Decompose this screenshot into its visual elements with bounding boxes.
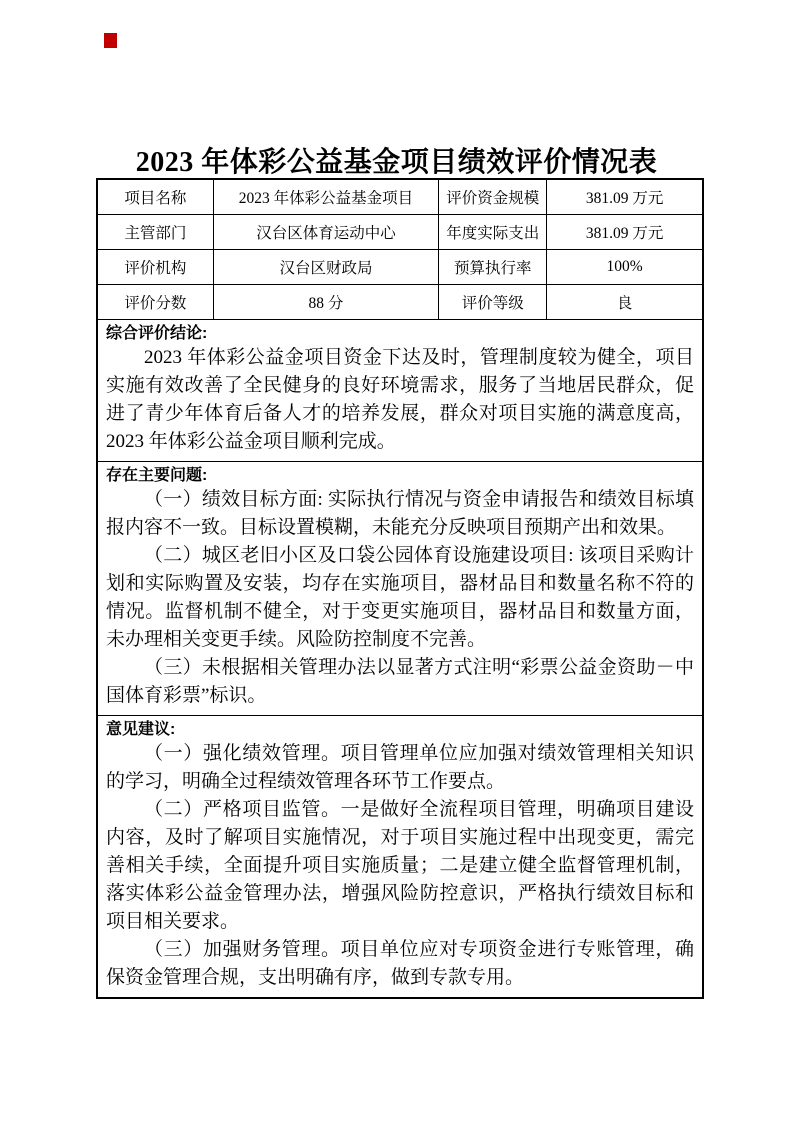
overall-conclusion-paragraph: 2023 年体彩公益金项目资金下达及时，管理制度较为健全，项目实施有效改善了全民健身的良好环境需求，服务了当地居民群众，促进了青少年体育后备人才的培养发展，群众对项目实施的满意度高，2023 年体彩公益金项目顺利完成。 xyxy=(106,347,694,452)
suggestions-heading: 意见建议: xyxy=(106,721,176,738)
info-row xyxy=(98,180,702,215)
agency-label: 评价机构 xyxy=(98,250,213,285)
red-corner-mark xyxy=(104,33,117,48)
fund-scale-label: 评价资金规模 xyxy=(439,180,547,215)
annual-spend-label: 年度实际支出 xyxy=(439,215,547,250)
project-name-label: 项目名称 xyxy=(98,180,213,215)
main-problems-paragraph-3: （三）未根据相关管理办法以显著方式注明“彩票公益金资助－中国体育彩票”标识。 xyxy=(106,657,694,706)
grade-value: 良 xyxy=(547,285,702,320)
info-row xyxy=(98,250,702,285)
suggestions-paragraph-2: （二）严格项目监管。一是做好全流程项目管理，明确项目建设内容，及时了解项目实施情况，对于项目实施过程中出现变更，需完善相关手续，全面提升项目实施质量；二是建立健全监督管理机制，落实体彩公益金管理办法，增强风险防控意识，严格执行绩效目标和项目相关要求。 xyxy=(106,799,694,932)
suggestions-paragraph-3: （三）加强财务管理。项目单位应对专项资金进行专账管理，确保资金管理合规，支出明确有序，做到专款专用。 xyxy=(106,939,694,988)
section-main-problems xyxy=(98,461,702,715)
annual-spend-value: 381.09 万元 xyxy=(547,215,702,250)
evaluation-table xyxy=(96,178,704,999)
info-grid xyxy=(98,180,702,320)
dept-label: 主管部门 xyxy=(98,215,213,250)
grade-label: 评价等级 xyxy=(439,285,547,320)
section-overall-conclusion xyxy=(98,320,702,461)
budget-rate-label: 预算执行率 xyxy=(439,250,547,285)
main-problems-heading: 存在主要问题: xyxy=(106,467,208,484)
fund-scale-value: 381.09 万元 xyxy=(547,180,702,215)
info-row xyxy=(98,215,702,250)
info-row xyxy=(98,285,702,320)
score-label: 评价分数 xyxy=(98,285,213,320)
overall-conclusion-heading: 综合评价结论: xyxy=(106,325,208,342)
page-title: 2023 年体彩公益基金项目绩效评价情况表 xyxy=(135,147,658,178)
main-problems-paragraph-1: （一）绩效目标方面: 实际执行情况与资金申请报告和绩效目标填报内容不一致。目标设置模糊，未能充分反映项目预期产出和效果。 xyxy=(106,489,694,538)
section-suggestions xyxy=(98,715,702,997)
agency-value: 汉台区财政局 xyxy=(213,250,438,285)
project-name-value: 2023 年体彩公益基金项目 xyxy=(213,180,438,215)
score-value: 88 分 xyxy=(213,285,438,320)
suggestions-paragraph-1: （一）强化绩效管理。项目管理单位应加强对绩效管理相关知识的学习，明确全过程绩效管理各环节工作要点。 xyxy=(106,743,694,792)
main-problems-paragraph-2: （二）城区老旧小区及口袋公园体育设施建设项目: 该项目采购计划和实际购置及安装，均存在实施项目，器材品目和数量名称不符的情况。监督机制不健全，对于变更实施项目，器材品目和数量方面，未办理相关变更手续。风险防控制度不完善。 xyxy=(106,545,694,650)
dept-value: 汉台区体育运动中心 xyxy=(213,215,438,250)
budget-rate-value: 100% xyxy=(547,250,702,285)
